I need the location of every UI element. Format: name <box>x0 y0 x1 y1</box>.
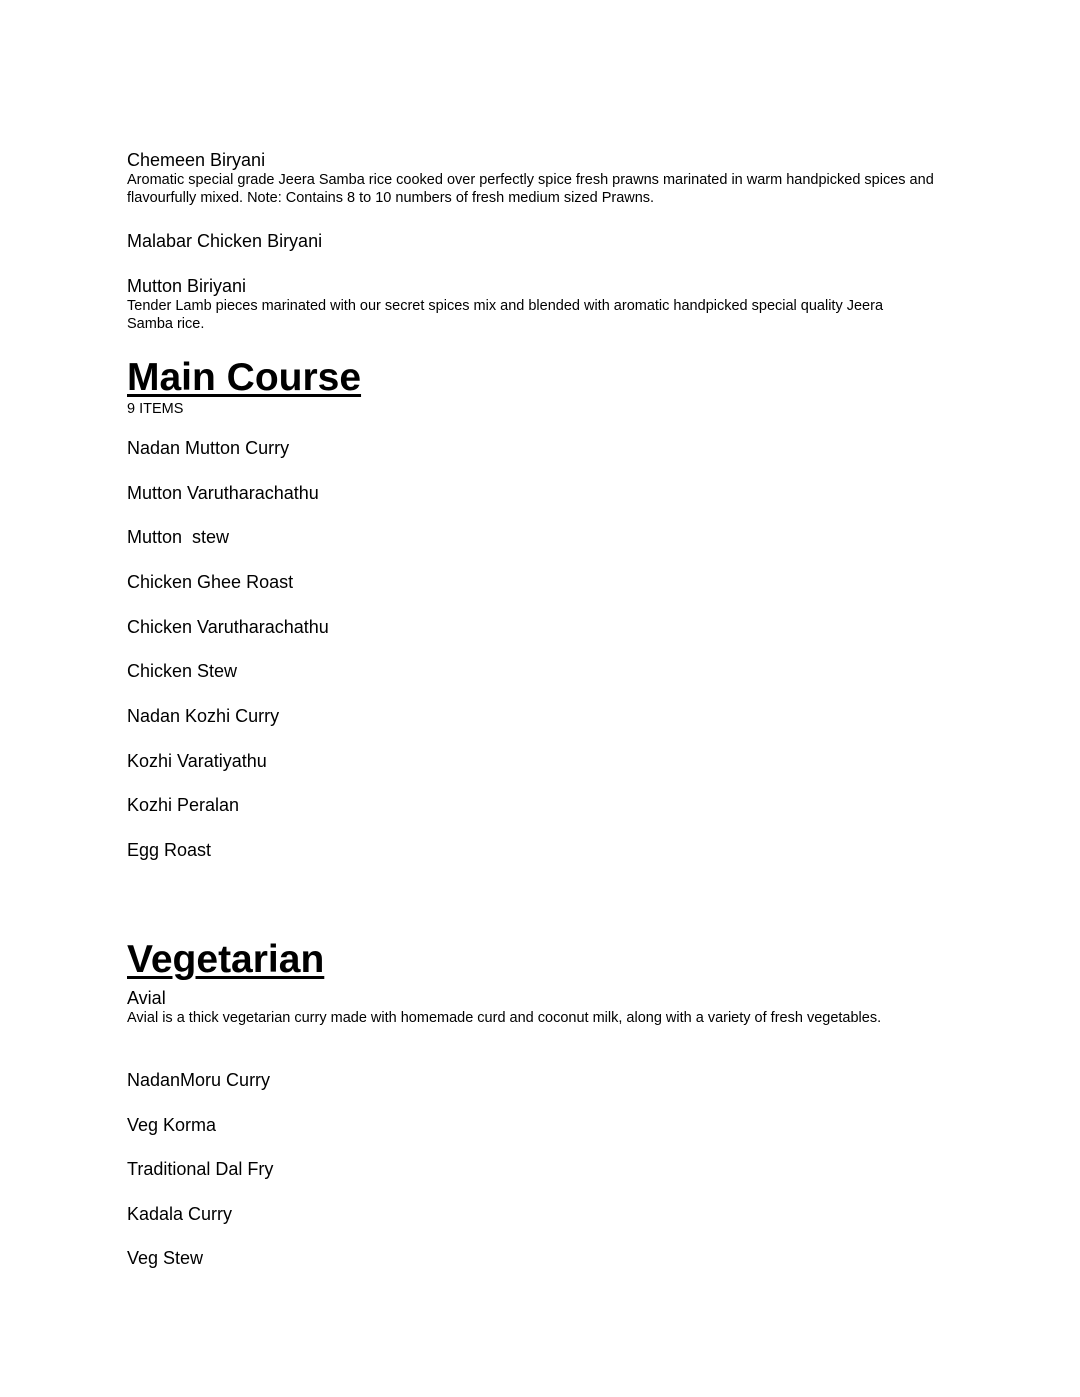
menu-item-name: Veg Korma <box>127 1115 217 1135</box>
menu-item-description: Avial is a thick vegetarian curry made with homemade curd and coconut milk, along with a variety of fresh vegetables. <box>127 1010 882 1026</box>
menu-item <box>127 438 957 458</box>
menu-item <box>127 661 957 681</box>
menu-item <box>127 706 957 726</box>
menu-item-name: Chicken Stew <box>127 661 238 681</box>
menu-item-mutton-biriyani <box>127 276 957 333</box>
menu-item-name: Nadan Kozhi Curry <box>127 706 280 726</box>
menu-item <box>127 795 957 815</box>
menu-item <box>127 1159 957 1179</box>
section-title-main-course: Main Course <box>127 356 362 399</box>
menu-item <box>127 527 957 547</box>
menu-item <box>127 572 957 592</box>
menu-item-description: Aromatic special grade Jeera Samba rice cooked over perfectly spice fresh prawns marinated in warm handpicked spices and flavourfully mixed. Note: Contains 8 to 10 numbers of fresh medium sized Prawns. <box>127 172 934 206</box>
menu-item-name: Nadan Mutton Curry <box>127 438 290 458</box>
menu-item <box>127 1204 957 1224</box>
menu-item-name: Veg Stew <box>127 1248 204 1268</box>
menu-item-name: Chicken Ghee Roast <box>127 572 294 592</box>
menu-item-name: Traditional Dal Fry <box>127 1159 274 1179</box>
menu-item-malabar-chicken-biryani <box>127 231 957 251</box>
menu-item-name: Kadala Curry <box>127 1204 233 1224</box>
menu-item-name: Kozhi Varatiyathu <box>127 751 267 771</box>
menu-item-name: Egg Roast <box>127 840 212 860</box>
menu-item-name: Chicken Varutharachathu <box>127 617 329 637</box>
menu-item <box>127 1070 957 1090</box>
menu-item-name: Mutton Biriyani <box>127 276 247 296</box>
menu-item-chemeen-biryani <box>127 150 957 207</box>
menu-item <box>127 617 957 637</box>
menu-item <box>127 1248 957 1268</box>
menu-item-name: Malabar Chicken Biryani <box>127 231 323 251</box>
menu-item <box>127 483 957 503</box>
menu-item-name: Chemeen Biryani <box>127 150 266 170</box>
menu-item <box>127 751 957 771</box>
menu-item-name: Avial <box>127 988 166 1008</box>
menu-item <box>127 840 957 860</box>
section-item-count: 9 ITEMS <box>127 401 184 417</box>
section-title-vegetarian: Vegetarian <box>127 938 325 981</box>
menu-item-avial <box>127 988 957 1027</box>
menu-item-name: NadanMoru Curry <box>127 1070 271 1090</box>
menu-item-description: Tender Lamb pieces marinated with our secret spices mix and blended with aromatic handpicked special quality Jeera Samba rice. <box>127 298 884 332</box>
menu-item-name: Mutton Varutharachathu <box>127 483 319 503</box>
menu-item <box>127 1115 957 1135</box>
menu-item-name: Mutton stew <box>127 527 230 547</box>
menu-item-name: Kozhi Peralan <box>127 795 240 815</box>
